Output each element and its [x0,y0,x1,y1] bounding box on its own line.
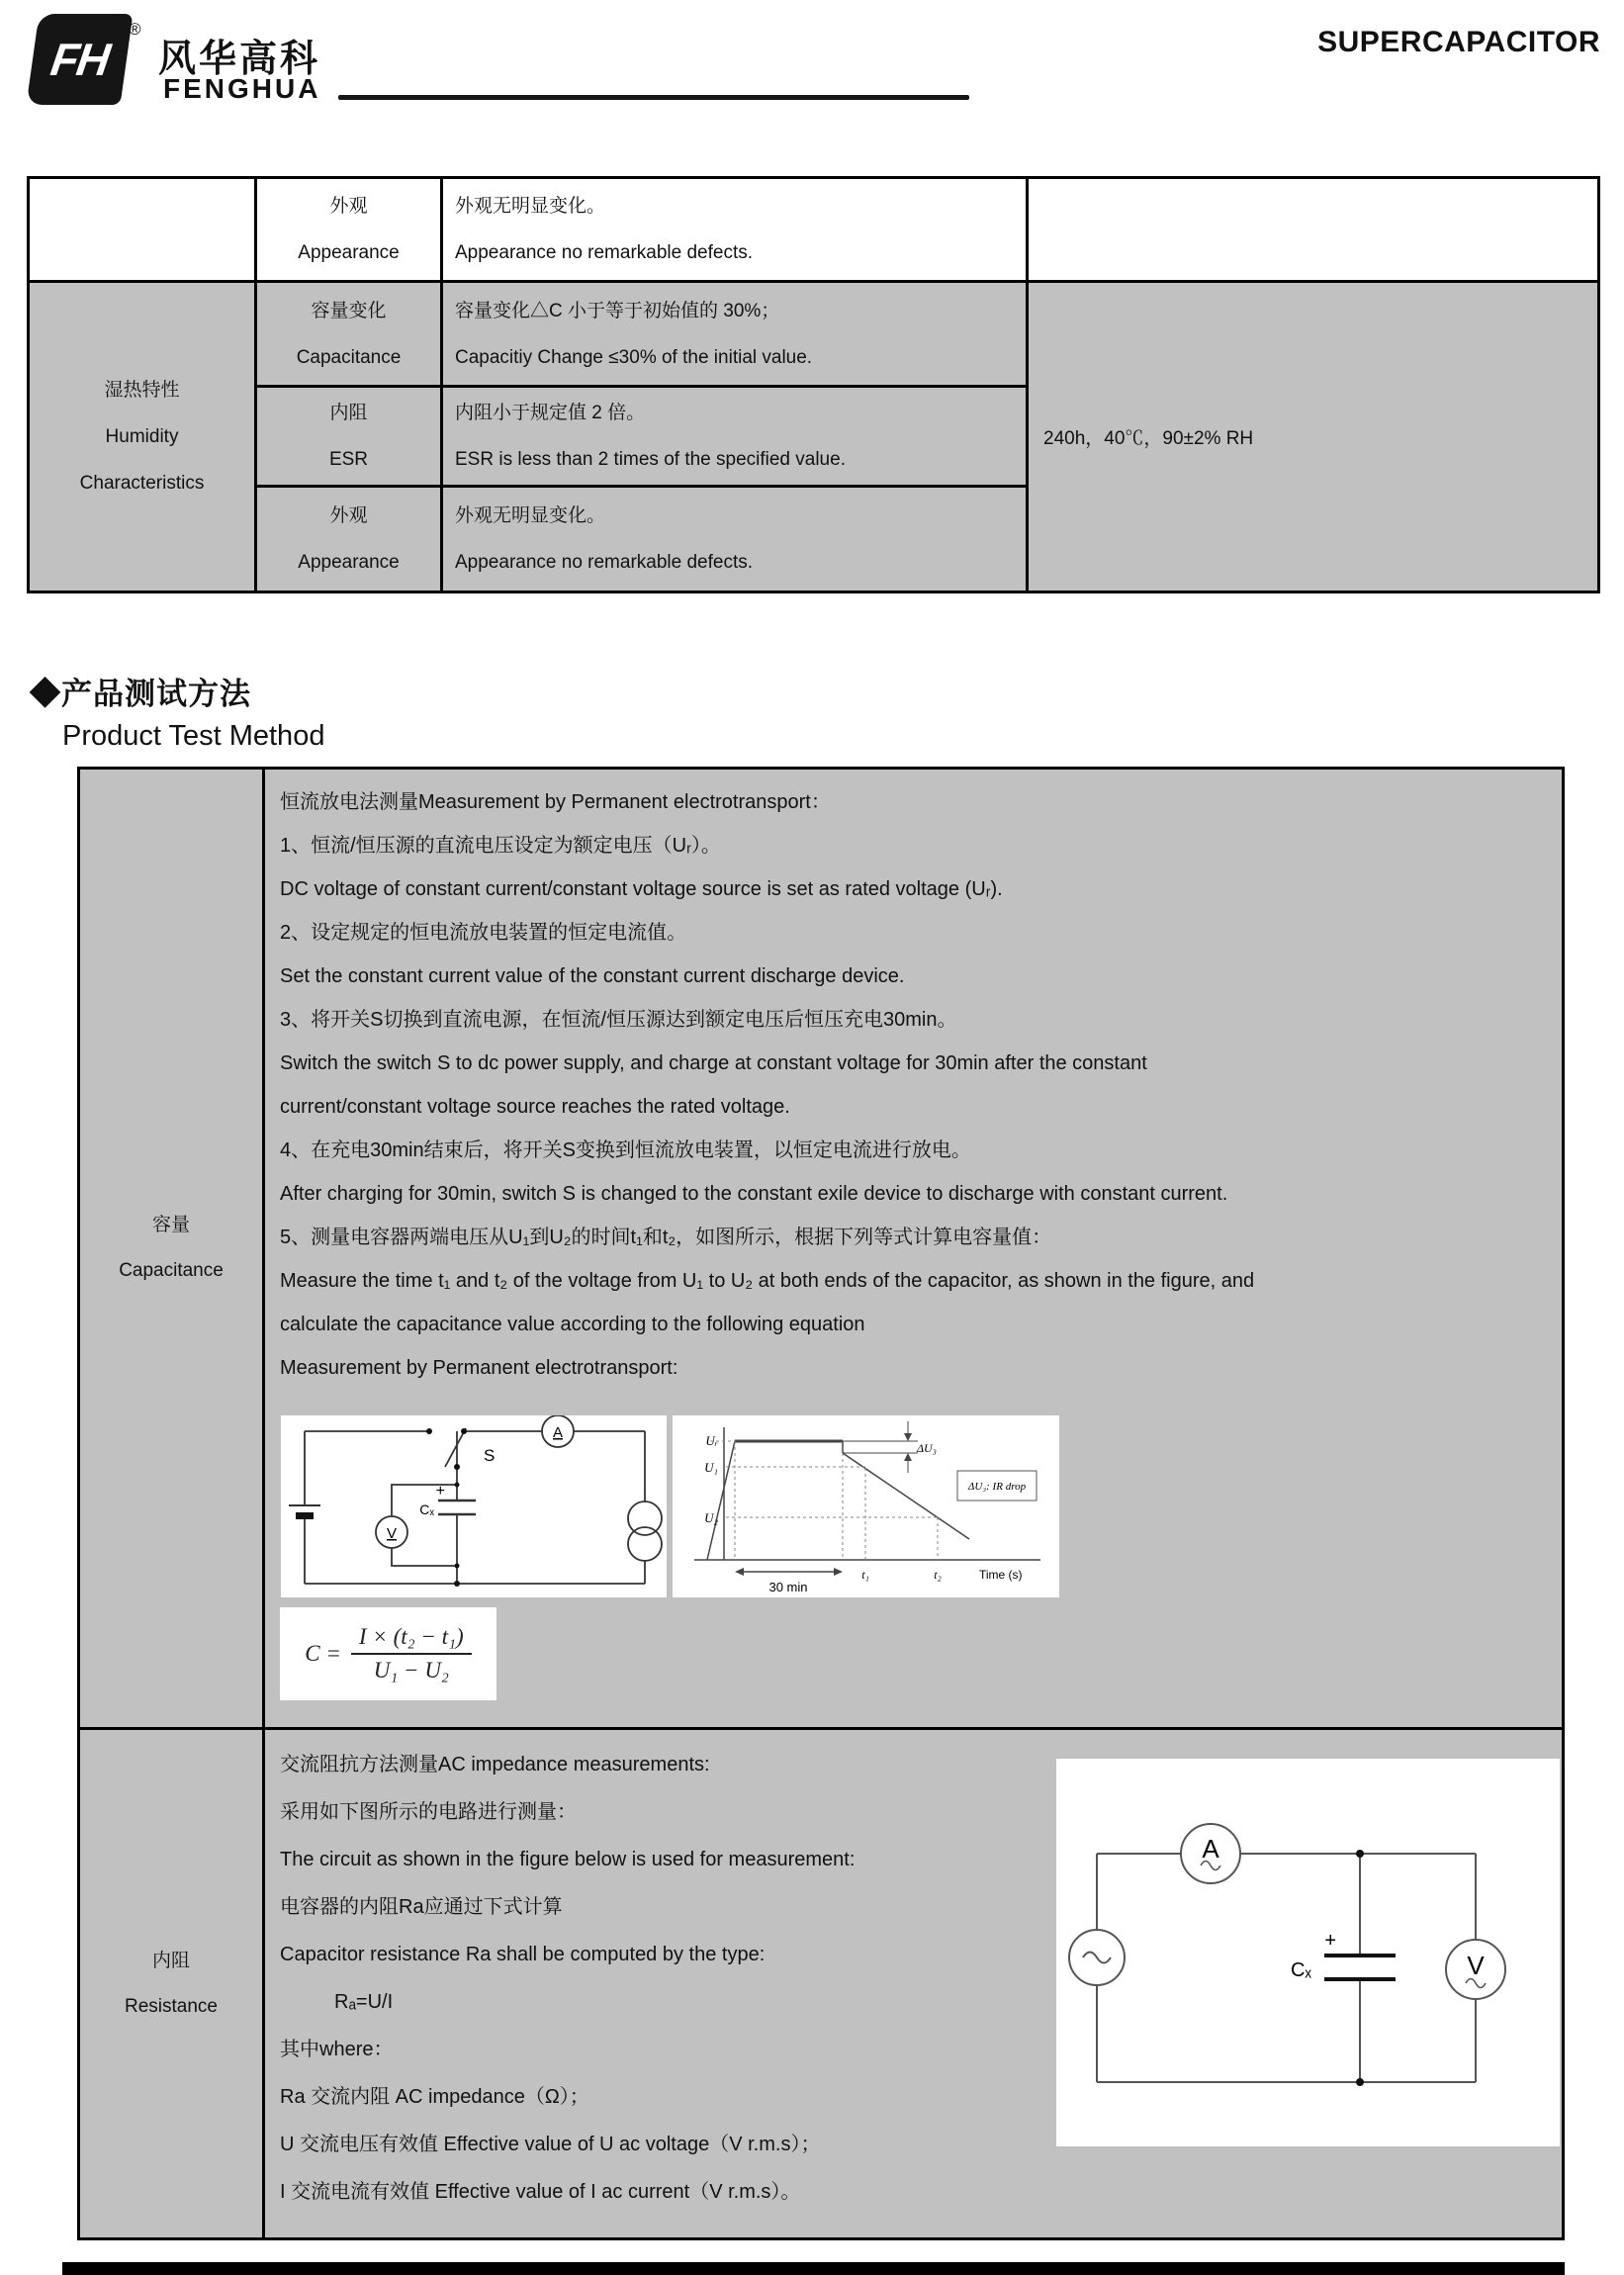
formula-numerator: I × (t₂ − t₁) [351,1624,472,1655]
item-label-en: ESR [328,449,369,470]
fenghua-logo-icon [27,14,134,105]
empty-cell [29,178,256,282]
group-label-cell [29,282,256,592]
voltmeter-label: V [386,1525,398,1542]
section-title-cn: ◆产品测试方法 [30,677,251,711]
capacitance-method-cell [264,769,1564,1729]
dc-circuit-diagram [281,1415,667,1597]
spec-text-cn: 外观无明显变化。 [455,505,606,526]
method-text-line: 交流阻抗方法测量AC impedance measurements: [280,1754,710,1775]
method-text-line: 2、设定规定的恒电流放电装置的恒定电流值。 [280,922,687,944]
resistance-label-cell [79,1729,264,2239]
item-label-cn: 容量变化 [311,300,387,321]
capacitance-label-cell [79,769,264,1729]
item-cell [256,178,442,282]
spec-text-en: Capacitiy Change ≤30% of the initial value. [455,346,813,368]
spec-text-cn: 容量变化△C 小于等于初始值的 30%； [455,300,780,321]
method-text-line: Set the constant current value of the constant current discharge device. [280,965,905,987]
spec-cell [442,387,1028,487]
page-title: SUPERCAPACITOR [1317,26,1600,58]
method-text-line: calculate the capacitance value according to the following equation [280,1314,865,1335]
capacitor-label: Cₓ [419,1502,434,1517]
ammeter-label: A [552,1424,564,1441]
item-label-cn: 外观 [329,505,368,526]
spec-text-en: Appearance no remarkable defects. [455,242,754,263]
graph-t2-label: t₂ [934,1568,942,1582]
method-text-line: After charging for 30min, switch S is changed to the constant exile device to discharge with constant current. [280,1183,1228,1205]
polarity-plus-label: + [435,1483,445,1500]
graph-u2-label: U₂ [704,1510,718,1525]
method-text-line: Switch the switch S to dc power supply, and charge at constant voltage for 30min after the constant [280,1052,1147,1074]
method-text-line: Measurement by Permanent electrotransport: [280,1357,678,1379]
method-text-line: 1、恒流/恒压源的直流电压设定为额定电压（Uᵣ）。 [280,835,721,857]
graph-ur-label: Uᵣ [705,1433,718,1448]
brand-name-chinese: 风华高科 [158,39,321,80]
row-label-cn: 内阻 [151,1950,190,1971]
charge-discharge-graph-figure [673,1415,1059,1597]
item-cell [256,282,442,387]
table-row [79,769,1564,1729]
capacitor-label: Cₓ [1290,1959,1311,1981]
row-label-en: Resistance [125,1995,218,2017]
resistance-formula-line: Rₐ=U/I [334,1991,394,2013]
spec-text-en: ESR is less than 2 times of the specified value. [455,449,846,470]
method-text-line: 电容器的内阻Ra应通过下式计算 [280,1896,563,1918]
method-text-line: Ra 交流内阻 AC impedance（Ω）； [280,2086,589,2108]
registered-trademark-icon: ® [129,20,141,39]
capacitance-formula [280,1607,496,1700]
table-row [29,282,1599,387]
method-text-line: Measure the time t₁ and t₂ of the voltage from U₁ to U₂ at both ends of the capacitor, as shown in the figure, and [280,1270,1255,1292]
method-text-line: U 交流电压有效值 Effective value of U ac voltage（V r.m.s）； [280,2134,821,2155]
graph-du-label: ΔU₃ [917,1441,937,1455]
ammeter-label: A [1202,1834,1219,1864]
group-label-en: Humidity [105,426,179,447]
graph-t1-label: t₁ [861,1568,869,1582]
item-cell [256,487,442,592]
method-text-line: I 交流电流有效值 Effective value of I ac current（V r.m.s）。 [280,2181,801,2203]
logo-monogram: FH [47,34,112,85]
method-text-line: DC voltage of constant current/constant voltage source is set as rated voltage (Uᵣ). [280,878,1003,900]
method-text-line: The circuit as shown in the figure below is used for measurement: [280,1849,856,1870]
ac-circuit-diagram [1056,1759,1560,2146]
battery-icon [296,1512,314,1519]
group-label-en: Characteristics [79,473,205,494]
graph-u1-label: U₁ [704,1460,718,1475]
group-label-cn: 湿热特性 [104,380,180,401]
ac-impedance-circuit-figure [1056,1759,1560,2146]
header-divider [338,95,969,100]
charge-discharge-graph [673,1415,1059,1597]
method-text-line: 4、在充电30min结束后，将开关S变换到恒流放电装置，以恒定电流进行放电。 [280,1139,971,1161]
row-label-cn: 容量 [151,1215,190,1235]
section-title-en: Product Test Method [62,720,325,752]
capacitance-figure [281,1415,1562,1597]
spec-text-cn: 外观无明显变化。 [455,196,606,217]
switch-label: S [484,1446,496,1465]
dc-test-circuit-figure [281,1415,667,1597]
method-text-line: 5、测量电容器两端电压从U₁到U₂的时间t₁和t₂，如图所示，根据下列等式计算电容量值： [280,1227,1052,1248]
spec-cell [442,178,1028,282]
graph-time-axis-label: Time (s) [979,1568,1023,1582]
formula-lhs: C = [305,1641,341,1666]
method-text-line: Capacitor resistance Ra shall be computed by the type: [280,1944,766,1965]
humidity-characteristics-table [27,176,1600,593]
test-condition-cell [1028,282,1599,592]
item-label-en: Appearance [298,552,400,573]
method-text-line: 采用如下图所示的电路进行测量： [280,1801,577,1823]
table-row [29,178,1599,282]
polarity-plus-label: + [1324,1930,1336,1952]
item-label-cn: 内阻 [329,403,368,423]
formula-denominator: U₁ − U₂ [373,1658,449,1683]
method-text-line: current/constant voltage source reaches the rated voltage. [280,1096,790,1118]
spec-cell [442,487,1028,592]
test-condition: 240h，40℃，90±2% RH [1043,428,1254,449]
item-label-cn: 外观 [329,196,368,217]
empty-cell [1028,178,1599,282]
spec-cell [442,282,1028,387]
method-text-line: 恒流放电法测量Measurement by Permanent electrotransport： [280,791,831,813]
ir-drop-note: ΔU₃: IR drop [967,1481,1027,1493]
item-label-en: Capacitance [296,346,402,368]
graph-30min-label: 30 min [768,1580,808,1594]
method-text-line: 其中where： [280,2039,394,2060]
row-label-en: Capacitance [119,1260,224,1281]
formula-fraction [351,1624,472,1684]
item-cell [256,387,442,487]
spec-text-en: Appearance no remarkable defects. [455,552,754,573]
voltmeter-label: V [1467,1951,1485,1980]
item-label-en: Appearance [298,242,400,263]
method-text-line: 3、将开关S切换到直流电源，在恒流/恒压源达到额定电压后恒压充电30min。 [280,1009,957,1031]
next-table-top-border [62,2262,1565,2275]
spec-text-cn: 内阻小于规定值 2 倍。 [455,403,646,423]
brand-name-english: FENGHUA [163,73,321,104]
